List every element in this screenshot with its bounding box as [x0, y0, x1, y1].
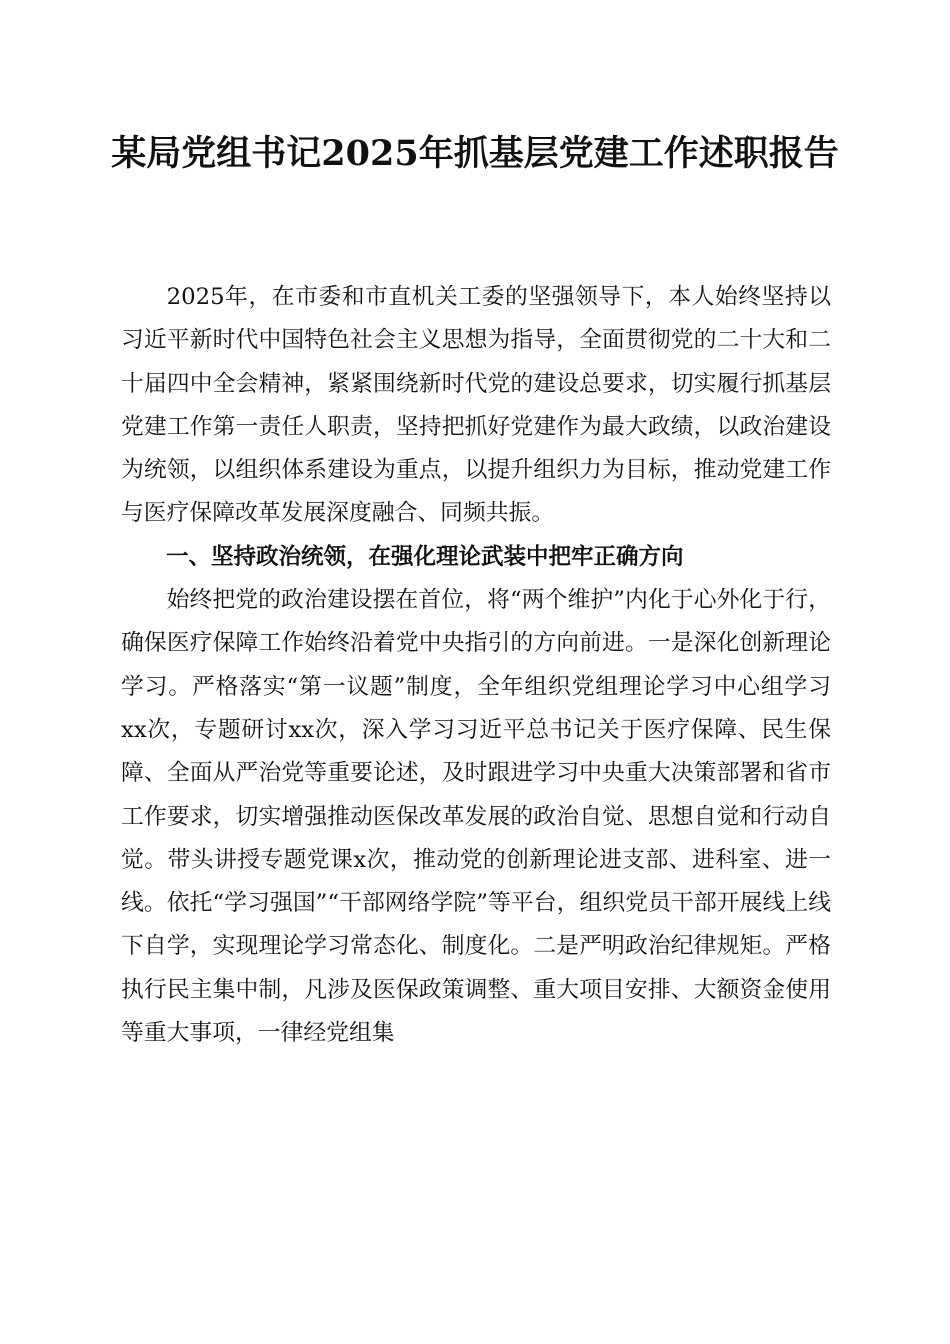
document-title: 某局党组书记2025年抓基层党建工作述职报告: [111, 133, 839, 174]
section-heading-1: 一、坚持政治统领，在强化理论武装中把牢正确方向: [166, 543, 684, 570]
document-body: [121, 276, 831, 1055]
section-1-paragraph: 始终把党的政治建设摆在首位，将“两个维护”内化于心外化于行，确保医疗保障工作始终沿着党中央指引的方向前进。一是深化创新理论学习。严格落实“第一议题”制度，全年组织党组理论学习中心组学习xx次，专题研讨xx次，深入学习习近平总书记关于医疗保障、民生保障、全面从严治党等重要论述，及时跟进学习中央重大决策部署和省市工作要求，切实增强推动医保改革发展的政治自觉、思想自觉和行动自觉。带头讲授专题党课x次，推动党的创新理论进支部、进科室、进一线。依托“学习强国”“干部网络学院”等平台，组织党员干部开展线上线下自学，实现理论学习常态化、制度化。二是严明政治纪律规矩。严格执行民主集中制，凡涉及医保政策调整、重大项目安排、大额资金使用等重大事项，一律经党组集: [121, 587, 831, 1047]
intro-paragraph: 2025年，在市委和市直机关工委的坚强领导下，本人始终坚持以习近平新时代中国特色社会主义思想为指导，全面贯彻党的二十大和二十届四中全会精神，紧紧围绕新时代党的建设总要求，切实履行抓基层党建工作第一责任人职责，坚持把抓好党建作为最大政绩，以政治建设为统领，以组织体系建设为重点，以提升组织力为目标，推动党建工作与医疗保障改革发展深度融合、同频共振。: [121, 284, 831, 527]
